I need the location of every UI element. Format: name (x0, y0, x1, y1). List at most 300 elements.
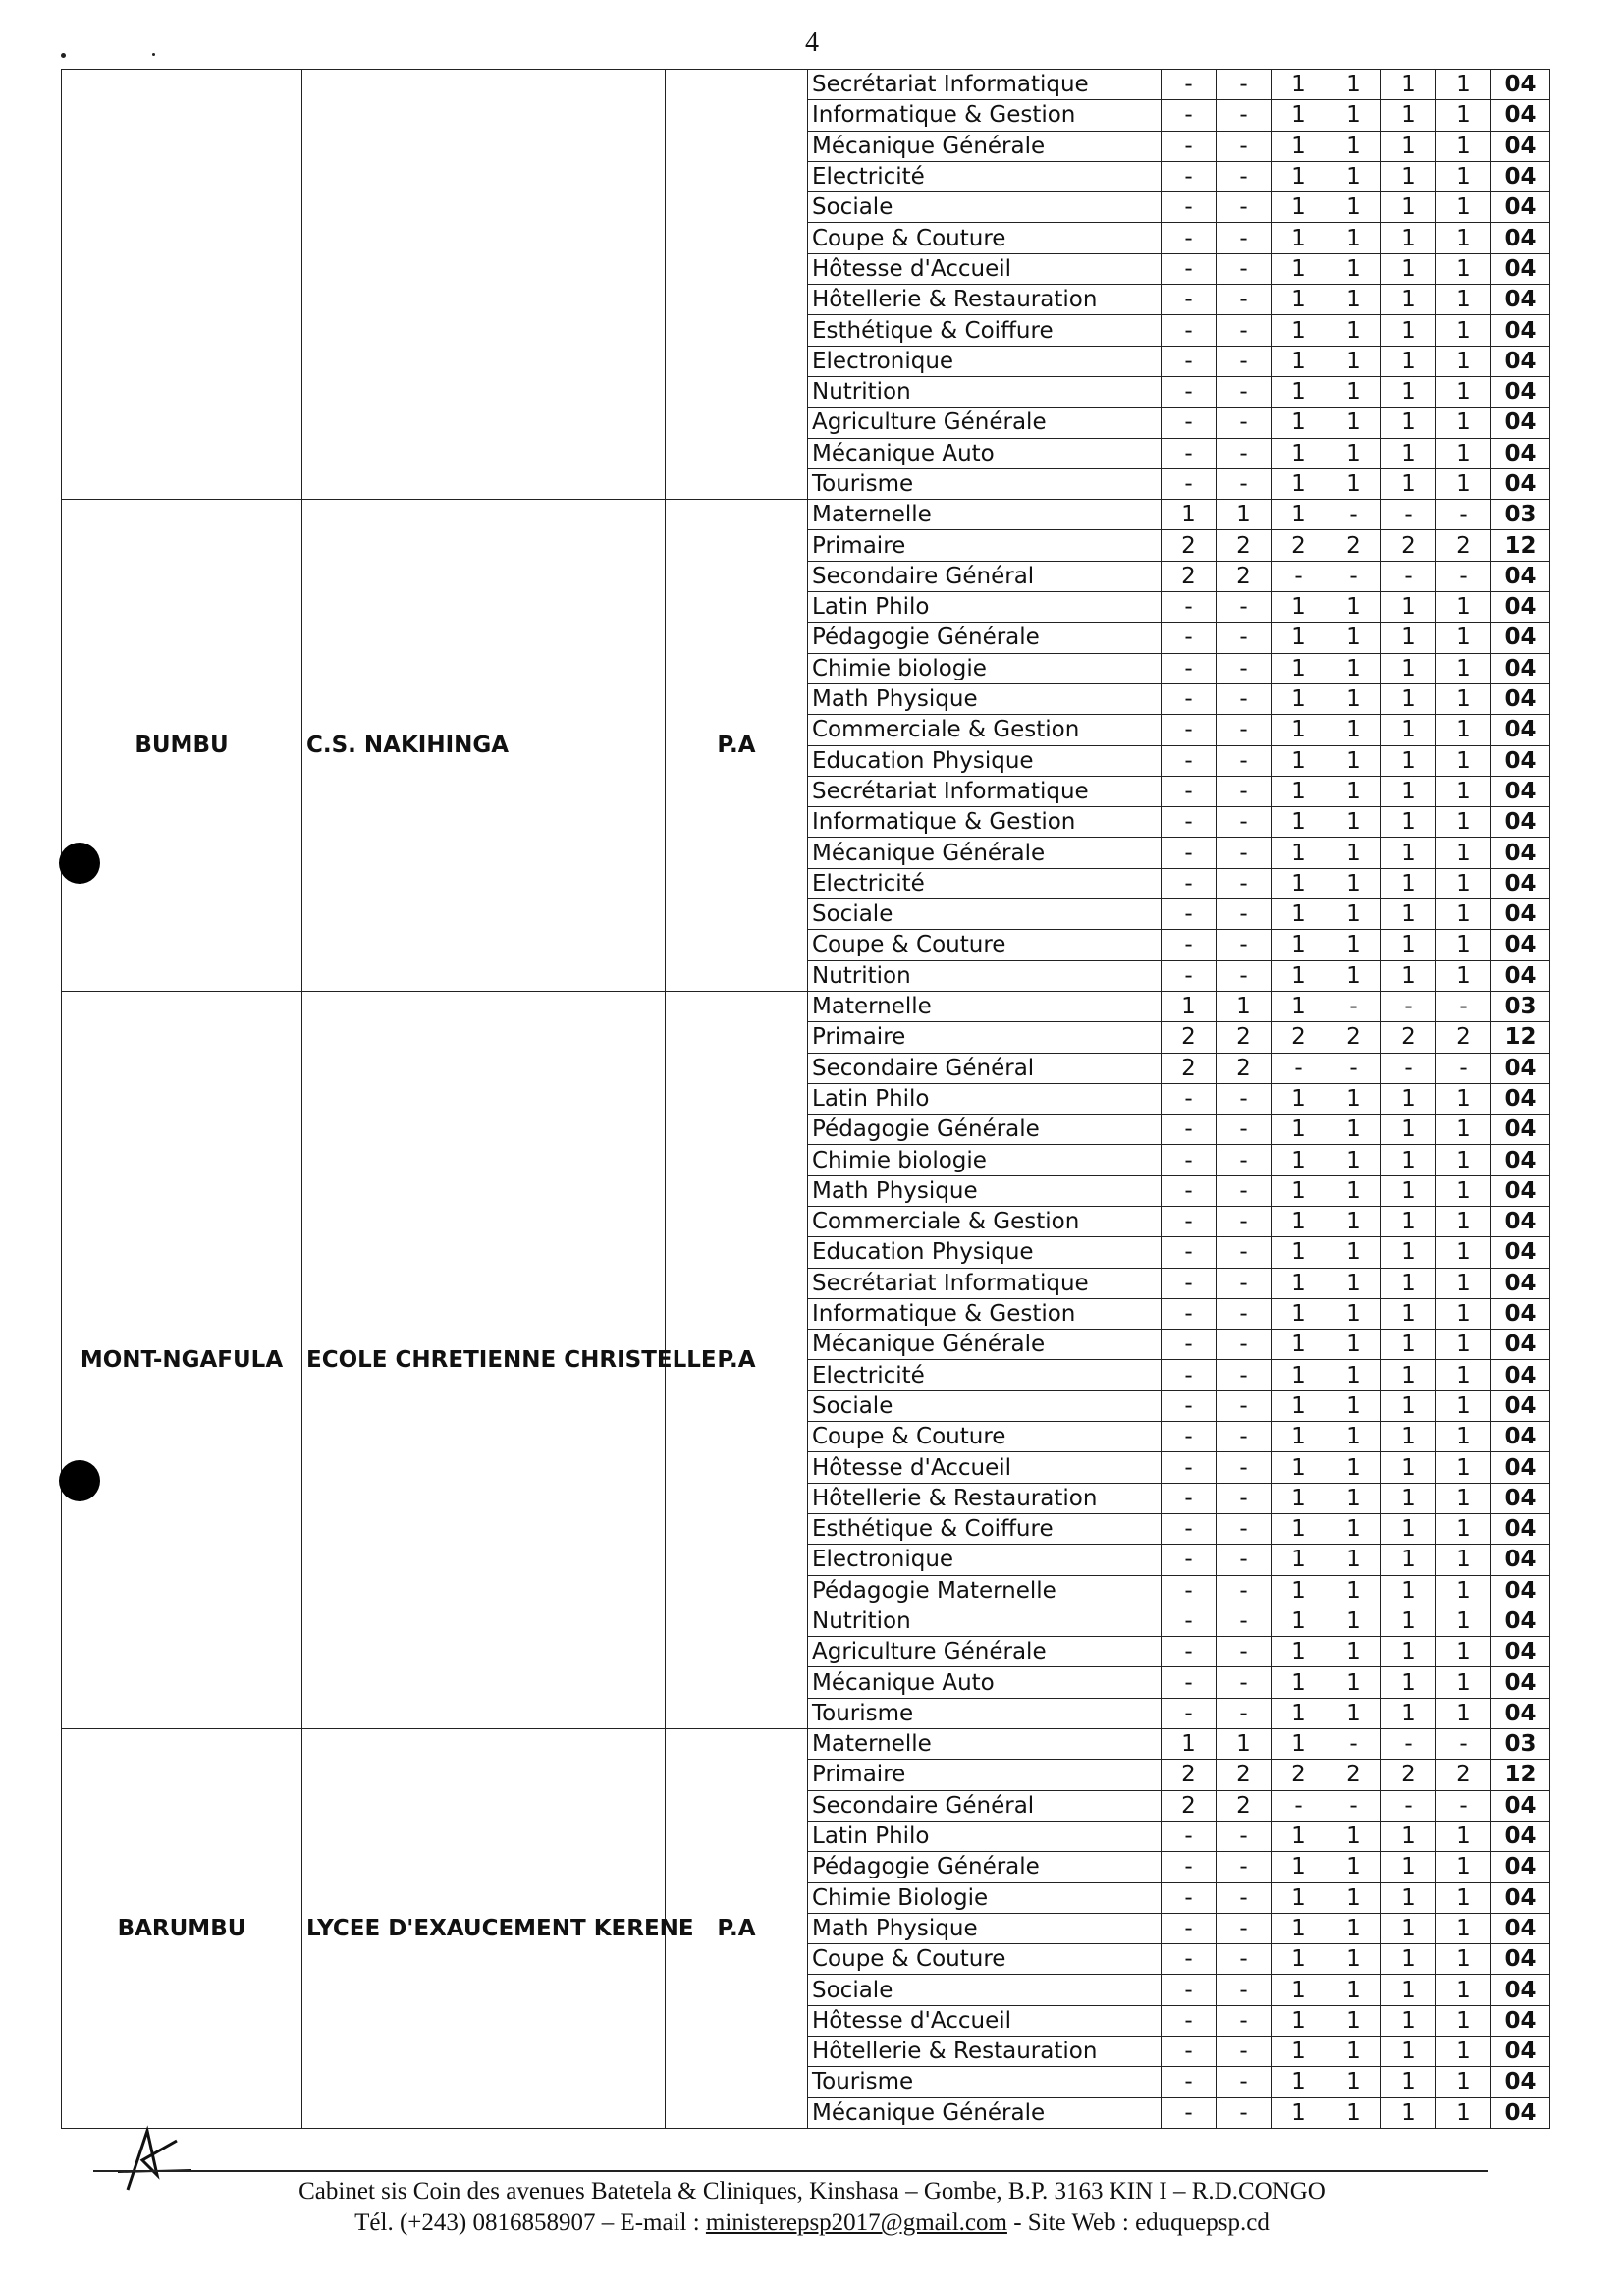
class-count-cell: 1 (1381, 1175, 1436, 1206)
class-count-cell: - (1436, 561, 1491, 591)
class-count-cell: 1 (1381, 100, 1436, 131)
class-count-cell: 1 (1436, 1360, 1491, 1390)
class-count-cell: - (1217, 683, 1272, 714)
class-count-cell: 1 (1436, 1667, 1491, 1698)
class-count-cell: - (1217, 1513, 1272, 1544)
class-count-cell: 1 (1436, 1483, 1491, 1513)
class-count-cell: 1 (1326, 1545, 1381, 1575)
class-count-cell: 1 (1326, 1115, 1381, 1145)
class-count-cell: - (1162, 1268, 1217, 1298)
class-count-cell: 1 (1326, 1206, 1381, 1236)
class-count-cell: 1 (1436, 899, 1491, 930)
class-count-cell: - (1326, 991, 1381, 1021)
option-cell: Secrétariat Informatique (808, 776, 1162, 806)
class-count-cell: 1 (1326, 868, 1381, 898)
class-count-cell: 1 (1436, 745, 1491, 776)
class-count-cell: 1 (1326, 70, 1381, 100)
class-count-cell: - (1326, 500, 1381, 530)
class-count-cell: 1 (1326, 1422, 1381, 1452)
class-count-cell: - (1162, 100, 1217, 131)
option-cell: Mécanique Générale (808, 1330, 1162, 1360)
class-count-cell: - (1381, 561, 1436, 591)
total-cell: 04 (1491, 745, 1550, 776)
class-count-cell: - (1162, 1298, 1217, 1329)
total-cell: 04 (1491, 1145, 1550, 1175)
class-count-cell: 1 (1162, 991, 1217, 1021)
total-cell: 04 (1491, 438, 1550, 468)
total-cell: 04 (1491, 1330, 1550, 1360)
class-count-cell: 1 (1272, 960, 1326, 991)
total-cell: 04 (1491, 161, 1550, 191)
class-count-cell: 1 (1436, 1390, 1491, 1421)
footer-email-link[interactable]: ministerepsp2017@gmail.com (705, 2209, 1007, 2236)
total-cell: 04 (1491, 930, 1550, 960)
class-count-cell: - (1162, 838, 1217, 868)
school-cell (302, 70, 666, 500)
total-cell: 04 (1491, 192, 1550, 223)
table-row (62, 1729, 1550, 1760)
class-count-cell: 1 (1381, 653, 1436, 683)
class-count-cell: 1 (1381, 192, 1436, 223)
class-count-cell: 2 (1272, 1022, 1326, 1053)
class-count-cell: 1 (1436, 715, 1491, 745)
class-count-cell: 1 (1272, 1545, 1326, 1575)
class-count-cell: - (1162, 1115, 1217, 1145)
class-count-cell: 1 (1326, 776, 1381, 806)
option-cell: Mécanique Générale (808, 131, 1162, 161)
class-count-cell: 1 (1436, 1575, 1491, 1606)
class-count-cell: 1 (1381, 131, 1436, 161)
class-count-cell: 1 (1272, 1330, 1326, 1360)
class-count-cell: 1 (1326, 315, 1381, 346)
class-count-cell: - (1217, 1330, 1272, 1360)
class-count-cell: - (1217, 1083, 1272, 1114)
class-count-cell: - (1162, 1913, 1217, 1943)
option-cell: Hôtellerie & Restauration (808, 2037, 1162, 2067)
schools-table (61, 69, 1550, 2129)
class-count-cell: 1 (1326, 653, 1381, 683)
class-count-cell: - (1217, 408, 1272, 438)
option-cell: Coupe & Couture (808, 1944, 1162, 1975)
class-count-cell: - (1217, 2097, 1272, 2128)
class-count-cell: 1 (1272, 1637, 1326, 1667)
total-cell: 12 (1491, 530, 1550, 561)
class-count-cell: - (1326, 1790, 1381, 1821)
class-count-cell: 1 (1436, 468, 1491, 499)
class-count-cell: 1 (1326, 1821, 1381, 1851)
option-cell: Coupe & Couture (808, 930, 1162, 960)
class-count-cell: - (1217, 1975, 1272, 2005)
class-count-cell: 1 (1326, 1606, 1381, 1636)
class-count-cell: 1 (1326, 2037, 1381, 2067)
class-count-cell: - (1217, 1175, 1272, 1206)
class-count-cell: - (1217, 868, 1272, 898)
total-cell: 04 (1491, 1206, 1550, 1236)
class-count-cell: - (1217, 1852, 1272, 1882)
class-count-cell: 2 (1326, 530, 1381, 561)
class-count-cell: 2 (1436, 1760, 1491, 1790)
option-cell: Latin Philo (808, 1821, 1162, 1851)
class-count-cell: 1 (1436, 1513, 1491, 1544)
class-count-cell: 1 (1272, 223, 1326, 253)
class-count-cell: - (1217, 715, 1272, 745)
total-cell: 04 (1491, 1175, 1550, 1206)
class-count-cell: - (1162, 253, 1217, 284)
class-count-cell: 1 (1272, 1422, 1326, 1452)
class-count-cell: - (1162, 438, 1217, 468)
class-count-cell: 1 (1436, 930, 1491, 960)
option-cell: Mécanique Auto (808, 438, 1162, 468)
class-count-cell: - (1217, 807, 1272, 838)
footer-contact (0, 2209, 1624, 2237)
class-count-cell: - (1162, 1483, 1217, 1513)
option-cell: Tourisme (808, 1698, 1162, 1728)
class-count-cell: 1 (1436, 1698, 1491, 1728)
class-count-cell: 1 (1436, 376, 1491, 407)
class-count-cell: - (1162, 1545, 1217, 1575)
class-count-cell: 2 (1272, 530, 1326, 561)
class-count-cell: 1 (1436, 1206, 1491, 1236)
class-count-cell: 1 (1381, 315, 1436, 346)
class-count-cell: - (1436, 1053, 1491, 1083)
class-count-cell: - (1217, 161, 1272, 191)
class-count-cell: 1 (1272, 683, 1326, 714)
class-count-cell: - (1162, 1390, 1217, 1421)
total-cell: 04 (1491, 1053, 1550, 1083)
class-count-cell: 1 (1272, 1360, 1326, 1390)
class-count-cell: 1 (1326, 807, 1381, 838)
class-count-cell: - (1162, 192, 1217, 223)
class-count-cell: 1 (1381, 1637, 1436, 1667)
class-count-cell: 1 (1326, 838, 1381, 868)
option-cell: Sociale (808, 1390, 1162, 1421)
class-count-cell: 2 (1217, 1790, 1272, 1821)
class-count-cell: - (1217, 1452, 1272, 1483)
class-count-cell: 1 (1436, 2067, 1491, 2097)
class-count-cell: 1 (1381, 1545, 1436, 1575)
regime-cell: P.A (666, 1729, 808, 2129)
class-count-cell: 1 (1326, 1237, 1381, 1268)
class-count-cell: 2 (1162, 561, 1217, 591)
total-cell: 04 (1491, 960, 1550, 991)
class-count-cell: - (1217, 253, 1272, 284)
total-cell: 04 (1491, 1237, 1550, 1268)
class-count-cell: - (1217, 653, 1272, 683)
option-cell: Nutrition (808, 960, 1162, 991)
class-count-cell: - (1162, 807, 1217, 838)
class-count-cell: 2 (1217, 1022, 1272, 1053)
total-cell: 04 (1491, 807, 1550, 838)
class-count-cell: - (1162, 1422, 1217, 1452)
class-count-cell: 1 (1326, 1852, 1381, 1882)
class-count-cell: 1 (1436, 253, 1491, 284)
total-cell: 04 (1491, 253, 1550, 284)
page-number: 4 (805, 27, 819, 58)
class-count-cell: - (1162, 930, 1217, 960)
total-cell: 04 (1491, 683, 1550, 714)
total-cell: 04 (1491, 592, 1550, 623)
option-cell: Informatique & Gestion (808, 1298, 1162, 1329)
class-count-cell: 1 (1436, 776, 1491, 806)
class-count-cell: 1 (1272, 438, 1326, 468)
class-count-cell: 1 (1436, 1422, 1491, 1452)
class-count-cell: - (1217, 1237, 1272, 1268)
class-count-cell: 1 (1381, 1390, 1436, 1421)
class-count-cell: 2 (1436, 1022, 1491, 1053)
class-count-cell: - (1217, 1913, 1272, 1943)
class-count-cell: - (1217, 468, 1272, 499)
class-count-cell: 1 (1381, 1237, 1436, 1268)
class-count-cell: 1 (1326, 223, 1381, 253)
class-count-cell: - (1162, 715, 1217, 745)
total-cell: 04 (1491, 346, 1550, 376)
class-count-cell: - (1436, 1729, 1491, 1760)
class-count-cell: 1 (1272, 1975, 1326, 2005)
class-count-cell: 1 (1326, 1268, 1381, 1298)
class-count-cell: 1 (1436, 70, 1491, 100)
class-count-cell: - (1217, 776, 1272, 806)
total-cell: 04 (1491, 1667, 1550, 1698)
class-count-cell: 1 (1272, 500, 1326, 530)
class-count-cell: 1 (1381, 1083, 1436, 1114)
class-count-cell: 1 (1272, 2067, 1326, 2097)
total-cell: 04 (1491, 1913, 1550, 1943)
class-count-cell: 1 (1436, 315, 1491, 346)
class-count-cell: 1 (1272, 2097, 1326, 2128)
class-count-cell: 1 (1272, 70, 1326, 100)
class-count-cell: 1 (1326, 1944, 1381, 1975)
class-count-cell: 1 (1272, 776, 1326, 806)
class-count-cell: - (1326, 1053, 1381, 1083)
option-cell: Hôtesse d'Accueil (808, 2005, 1162, 2036)
class-count-cell: - (1162, 1452, 1217, 1483)
total-cell: 04 (1491, 1545, 1550, 1575)
class-count-cell: - (1217, 1268, 1272, 1298)
class-count-cell: 1 (1272, 1145, 1326, 1175)
class-count-cell: - (1162, 1852, 1217, 1882)
class-count-cell: - (1162, 1882, 1217, 1913)
class-count-cell: 1 (1162, 1729, 1217, 1760)
class-count-cell: 1 (1381, 1330, 1436, 1360)
class-count-cell: - (1162, 1698, 1217, 1728)
class-count-cell: 1 (1436, 1175, 1491, 1206)
class-count-cell: 1 (1272, 1729, 1326, 1760)
class-count-cell: 1 (1381, 623, 1436, 653)
class-count-cell: - (1217, 100, 1272, 131)
total-cell: 04 (1491, 2067, 1550, 2097)
class-count-cell: 1 (1436, 623, 1491, 653)
class-count-cell: - (1436, 1790, 1491, 1821)
class-count-cell: 2 (1217, 1760, 1272, 1790)
class-count-cell: - (1272, 561, 1326, 591)
class-count-cell: 1 (1272, 715, 1326, 745)
class-count-cell: 1 (1381, 1483, 1436, 1513)
class-count-cell: 2 (1217, 561, 1272, 591)
class-count-cell: 1 (1272, 1944, 1326, 1975)
class-count-cell: 1 (1272, 1882, 1326, 1913)
class-count-cell: - (1217, 1575, 1272, 1606)
class-count-cell: 2 (1381, 1022, 1436, 1053)
class-count-cell: - (1162, 1145, 1217, 1175)
total-cell: 04 (1491, 1513, 1550, 1544)
class-count-cell: 1 (1272, 1452, 1326, 1483)
class-count-cell: 1 (1272, 1606, 1326, 1636)
class-count-cell: 1 (1272, 1083, 1326, 1114)
class-count-cell: 1 (1436, 1975, 1491, 2005)
total-cell: 04 (1491, 561, 1550, 591)
class-count-cell: - (1162, 346, 1217, 376)
class-count-cell: 1 (1381, 1667, 1436, 1698)
total-cell: 04 (1491, 2005, 1550, 2036)
class-count-cell: - (1162, 70, 1217, 100)
total-cell: 04 (1491, 131, 1550, 161)
class-count-cell: 1 (1272, 2005, 1326, 2036)
regime-cell: P.A (666, 500, 808, 992)
option-cell: Chimie biologie (808, 1145, 1162, 1175)
class-count-cell: 1 (1217, 500, 1272, 530)
class-count-cell: - (1326, 561, 1381, 591)
class-count-cell: 1 (1436, 223, 1491, 253)
class-count-cell: - (1217, 960, 1272, 991)
class-count-cell: - (1217, 1882, 1272, 1913)
class-count-cell: 1 (1381, 960, 1436, 991)
total-cell: 04 (1491, 1083, 1550, 1114)
class-count-cell: - (1272, 1053, 1326, 1083)
class-count-cell: 1 (1272, 346, 1326, 376)
total-cell: 04 (1491, 1268, 1550, 1298)
class-count-cell: 1 (1381, 70, 1436, 100)
class-count-cell: - (1162, 776, 1217, 806)
class-count-cell: - (1217, 930, 1272, 960)
class-count-cell: 1 (1381, 715, 1436, 745)
class-count-cell: 1 (1436, 1115, 1491, 1145)
class-count-cell: 1 (1381, 930, 1436, 960)
class-count-cell: 1 (1436, 1882, 1491, 1913)
class-count-cell: - (1162, 653, 1217, 683)
class-count-cell: 1 (1436, 807, 1491, 838)
class-count-cell: - (1217, 315, 1272, 346)
class-count-cell: 1 (1381, 408, 1436, 438)
class-count-cell: 1 (1162, 500, 1217, 530)
class-count-cell: - (1217, 623, 1272, 653)
class-count-cell: - (1162, 1975, 1217, 2005)
class-count-cell: 1 (1326, 438, 1381, 468)
class-count-cell: 1 (1272, 1575, 1326, 1606)
option-cell: Maternelle (808, 991, 1162, 1021)
option-cell: Agriculture Générale (808, 408, 1162, 438)
class-count-cell: 1 (1326, 253, 1381, 284)
class-count-cell: - (1217, 745, 1272, 776)
option-cell: Hôtellerie & Restauration (808, 285, 1162, 315)
class-count-cell: 1 (1381, 1882, 1436, 1913)
class-count-cell: 1 (1326, 376, 1381, 407)
class-count-cell: 1 (1381, 1145, 1436, 1175)
class-count-cell: - (1217, 1390, 1272, 1421)
class-count-cell: 1 (1381, 1606, 1436, 1636)
class-count-cell: - (1436, 991, 1491, 1021)
class-count-cell: - (1381, 500, 1436, 530)
class-count-cell: 1 (1381, 2067, 1436, 2097)
class-count-cell: 2 (1162, 1760, 1217, 1790)
class-count-cell: 1 (1436, 960, 1491, 991)
class-count-cell: - (1217, 2067, 1272, 2097)
class-count-cell: 1 (1381, 161, 1436, 191)
class-count-cell: - (1162, 623, 1217, 653)
class-count-cell: - (1162, 1667, 1217, 1698)
option-cell: Esthétique & Coiffure (808, 1513, 1162, 1544)
option-cell: Hôtellerie & Restauration (808, 1483, 1162, 1513)
school-cell: LYCEE D'EXAUCEMENT KERENE (302, 1729, 666, 2129)
class-count-cell: 1 (1326, 408, 1381, 438)
class-count-cell: - (1217, 223, 1272, 253)
class-count-cell: - (1217, 1483, 1272, 1513)
class-count-cell: 1 (1381, 1913, 1436, 1943)
class-count-cell: 1 (1381, 683, 1436, 714)
class-count-cell: 1 (1272, 192, 1326, 223)
class-count-cell: 1 (1272, 623, 1326, 653)
class-count-cell: 1 (1381, 868, 1436, 898)
class-count-cell: 1 (1381, 2005, 1436, 2036)
class-count-cell: - (1162, 2037, 1217, 2067)
class-count-cell: - (1217, 285, 1272, 315)
class-count-cell: 1 (1436, 1852, 1491, 1882)
class-count-cell: - (1217, 2005, 1272, 2036)
footer-phone: Tél. (+243) 0816858907 – E-mail : (354, 2209, 706, 2236)
table-row (62, 70, 1550, 100)
class-count-cell: - (1381, 1729, 1436, 1760)
class-count-cell: 1 (1326, 1698, 1381, 1728)
total-cell: 04 (1491, 899, 1550, 930)
total-cell: 04 (1491, 315, 1550, 346)
option-cell: Math Physique (808, 683, 1162, 714)
class-count-cell: 1 (1381, 438, 1436, 468)
class-count-cell: 1 (1272, 807, 1326, 838)
total-cell: 04 (1491, 285, 1550, 315)
option-cell: Nutrition (808, 376, 1162, 407)
class-count-cell: 1 (1217, 1729, 1272, 1760)
class-count-cell: 2 (1381, 530, 1436, 561)
class-count-cell: 1 (1272, 745, 1326, 776)
class-count-cell: 1 (1436, 1145, 1491, 1175)
class-count-cell: 1 (1326, 930, 1381, 960)
class-count-cell: 1 (1326, 899, 1381, 930)
class-count-cell: 1 (1272, 1821, 1326, 1851)
class-count-cell: 1 (1326, 2097, 1381, 2128)
class-count-cell: 1 (1436, 192, 1491, 223)
option-cell: Mécanique Générale (808, 838, 1162, 868)
class-count-cell: 1 (1326, 1975, 1381, 2005)
class-count-cell: 2 (1162, 1022, 1217, 1053)
class-count-cell: - (1217, 438, 1272, 468)
option-cell: Informatique & Gestion (808, 100, 1162, 131)
class-count-cell: - (1162, 315, 1217, 346)
total-cell: 04 (1491, 376, 1550, 407)
class-count-cell: 1 (1381, 838, 1436, 868)
class-count-cell: - (1162, 592, 1217, 623)
class-count-cell: 1 (1272, 1698, 1326, 1728)
class-count-cell: 1 (1436, 838, 1491, 868)
option-cell: Latin Philo (808, 592, 1162, 623)
class-count-cell: 1 (1436, 1913, 1491, 1943)
class-count-cell: - (1162, 1175, 1217, 1206)
class-count-cell: - (1162, 868, 1217, 898)
class-count-cell: - (1162, 1575, 1217, 1606)
class-count-cell: 1 (1326, 683, 1381, 714)
class-count-cell: 1 (1272, 315, 1326, 346)
class-count-cell: - (1217, 1422, 1272, 1452)
option-cell: Electricité (808, 1360, 1162, 1390)
class-count-cell: - (1217, 1298, 1272, 1329)
